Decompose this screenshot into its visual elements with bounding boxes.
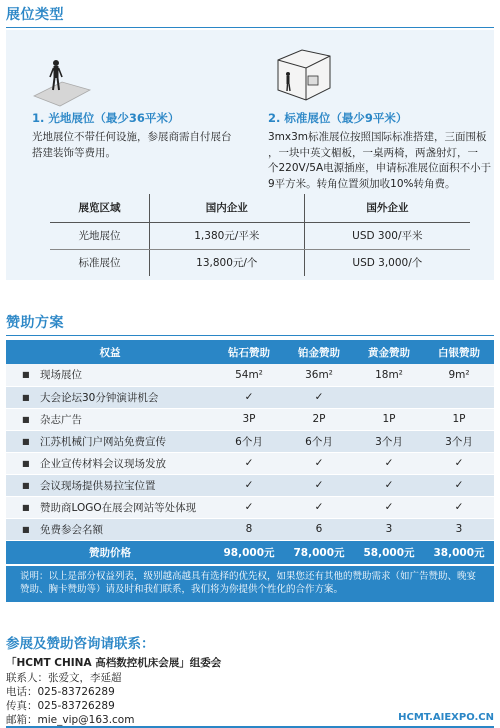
table-row: ■ 杂志广告 3P 2P 1P 1P	[6, 408, 494, 430]
contact-email[interactable]: 邮箱：mie_vip@163.com	[6, 714, 135, 726]
contact-phone: 电话：025-83726289	[6, 686, 115, 698]
sponsor-section-title: 赞助方案	[6, 312, 494, 336]
table-row: ■ 免费参会名额 8 6 3 3	[6, 518, 494, 540]
price-header-domestic: 国内企业	[149, 194, 304, 222]
table-row: 标准展位 13,800元/个 USD 3,000/个	[50, 249, 470, 276]
sponsor-table	[6, 340, 494, 565]
shell-booth-icon	[268, 46, 338, 106]
raw-booth-heading: 1. 光地展位（最少36平米）	[32, 111, 180, 125]
website-link[interactable]: HCMT.AIEXPO.CN	[398, 712, 494, 723]
raw-space-figure-icon	[32, 52, 92, 107]
contact-fax: 传真：025-83726289	[6, 700, 115, 712]
sponsor-header-platinum: 铂金赞助	[284, 340, 354, 364]
table-row: ■ 企业宣传材料会议现场发放 ✓ ✓ ✓ ✓	[6, 452, 494, 474]
table-row: ■ 现场展位 54m² 36m² 18m² 9m²	[6, 364, 494, 386]
contact-title: 参展及赞助咨询请联系：	[6, 636, 155, 652]
sponsor-note: 说明：以上是部分权益列表，级别越高越具有选择的优先权，如果您还有其他的赞助需求（如广告赞助、晚宴赞助、胸卡赞助等）请及时和我们联系，我们将为你提供个性化的合作方案。	[6, 566, 494, 602]
table-row: 光地展位 1,380元/平米 USD 300/平米	[50, 222, 470, 249]
raw-booth-desc: 光地展位不带任何设施，参展商需自付展台 搭建装饰等费用。	[32, 131, 232, 159]
sponsor-header-diamond: 钻石赞助	[214, 340, 284, 364]
booth-price-table	[50, 194, 470, 276]
price-header-area: 展览区域	[50, 194, 149, 222]
table-row: ■ 会议现场提供易拉宝位置 ✓ ✓ ✓ ✓	[6, 474, 494, 496]
contact-people: 联系人：张爱文，李延超	[6, 672, 122, 684]
sponsor-header-silver: 白银赞助	[424, 340, 494, 364]
sponsor-header-benefit: 权益	[6, 340, 214, 364]
table-row: ■ 大会论坛30分钟演讲机会 ✓ ✓	[6, 386, 494, 408]
std-booth-heading: 2. 标准展位（最少9平米）	[268, 111, 408, 125]
std-booth-desc: 3mx3m标准展位按照国际标准搭建，三面围板 ，一块中英文楣板，一桌两椅，两盏射灯，一 个220V/5A电源插座，申请标准展位面积不小于 9平方米。转角位置须加收10%转角费。	[268, 131, 492, 190]
sponsor-price-row: 赞助价格 98,000元 78,000元 58,000元 38,000元	[6, 540, 494, 564]
booth-section-title: 展位类型	[6, 4, 494, 28]
sponsor-header-gold: 黄金赞助	[354, 340, 424, 364]
organizer-name: 「HCMT CHINA 高档数控机床会展」组委会	[6, 657, 222, 669]
table-row: ■ 江苏机械门户网站免费宣传 6个月 6个月 3个月 3个月	[6, 430, 494, 452]
table-row: ■ 赞助商LOGO在展会网站等处体现 ✓ ✓ ✓ ✓	[6, 496, 494, 518]
booth-panel	[6, 30, 494, 280]
price-header-foreign: 国外企业	[304, 194, 470, 222]
